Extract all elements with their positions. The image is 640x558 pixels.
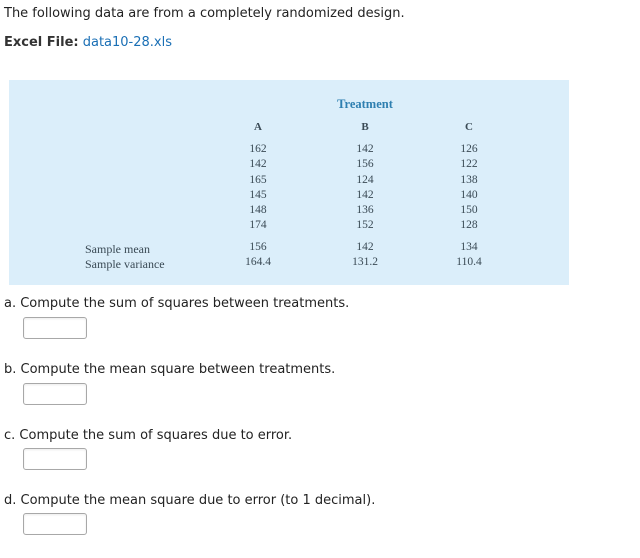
question-a: a. Compute the sum of squares between treatments. [4, 296, 350, 311]
data-table [9, 80, 569, 285]
data-cell: 162 [249, 143, 267, 155]
column-header: B [361, 121, 369, 133]
data-cell: 148 [249, 204, 267, 217]
sample-variance-cell: 110.4 [456, 256, 482, 269]
data-cell: 142 [249, 158, 267, 171]
excel-file-label: Excel File: [4, 35, 79, 50]
sample-mean-cell: 156 [249, 240, 267, 253]
data-cell: 124 [356, 173, 374, 186]
data-cell: 140 [460, 188, 478, 201]
sample-variance-cell: 164.4 [245, 256, 271, 269]
answer-input-d[interactable] [23, 513, 87, 535]
sample-variance-label: Sample variance [85, 257, 165, 272]
question-d: d. Compute the mean square due to error (to 1 decimal). [4, 493, 376, 508]
data-cell: 156 [356, 158, 374, 171]
column-c [439, 120, 499, 270]
data-cell: 142 [356, 143, 374, 155]
data-cell: 150 [460, 204, 478, 217]
data-cell: 126 [460, 143, 478, 155]
sample-mean-cell: 142 [356, 240, 374, 253]
data-cell: 174 [249, 219, 267, 232]
sample-mean-label: Sample mean [85, 242, 150, 256]
answer-input-a[interactable] [23, 317, 87, 339]
excel-file-line [4, 35, 172, 50]
question-b: b. Compute the mean square between treatments. [4, 362, 336, 377]
data-cell: 128 [460, 219, 478, 232]
excel-file-link[interactable]: data10-28.xls [82, 35, 173, 50]
data-cell: 165 [249, 173, 267, 186]
data-cell: 145 [249, 188, 267, 201]
column-b [335, 120, 395, 270]
treatment-header: Treatment [337, 97, 393, 111]
column-header: C [465, 121, 473, 133]
stat-labels [85, 242, 165, 273]
sample-mean-cell: 134 [460, 240, 478, 253]
data-cell: 122 [460, 158, 478, 171]
answer-input-c[interactable] [23, 448, 87, 470]
column-a [228, 120, 288, 270]
data-cell: 138 [460, 173, 478, 186]
answer-input-b[interactable] [23, 383, 87, 405]
question-c: c. Compute the sum of squares due to error. [4, 428, 293, 443]
column-header: A [254, 121, 262, 133]
intro-text: The following data are from a completely randomized design. [4, 6, 405, 21]
sample-variance-cell: 131.2 [352, 256, 378, 269]
data-cell: 142 [356, 188, 374, 201]
data-cell: 152 [356, 219, 374, 232]
data-cell: 136 [356, 204, 374, 217]
